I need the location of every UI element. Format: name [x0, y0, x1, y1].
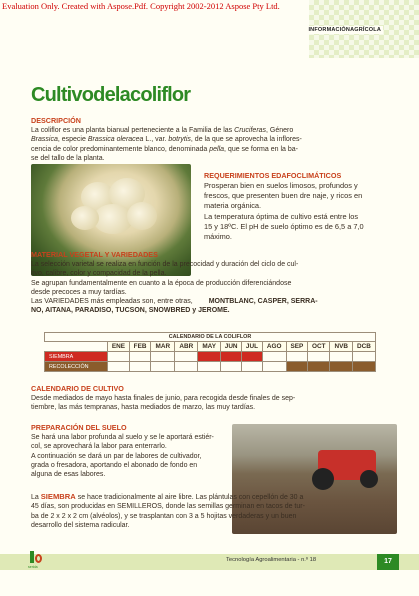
calendar-cell — [175, 352, 198, 362]
calendar-cell — [352, 362, 375, 372]
siembra-keyword: SIEMBRA — [40, 492, 76, 501]
month-header: SEP — [286, 342, 307, 352]
calendar-cell — [129, 352, 150, 362]
calendar-table — [44, 332, 376, 372]
page-number: 17 — [377, 554, 399, 570]
calendar-cell — [352, 352, 375, 362]
requerimientos-heading: REQUERIMIENTOS EDAFOCLIMÁTICOS — [204, 171, 342, 180]
page-title: Cultivodelacoliflor — [31, 84, 191, 106]
calendar-row — [45, 362, 376, 372]
calendar-cell — [286, 362, 307, 372]
calendar-cell — [242, 362, 262, 372]
month-header: ENE — [108, 342, 130, 352]
descripcion-line-2: Brassica, especie Brassica oleracea L., var. botrytis, de la que se aprovecha la inflores- — [31, 136, 302, 144]
preparacion-heading: PREPARACIÓN DEL SUELO — [31, 423, 127, 432]
month-header: NVB — [330, 342, 352, 352]
serida-logo: serida — [30, 551, 44, 571]
calendar-row-label: SIEMBRA — [45, 352, 108, 362]
month-header: JUL — [242, 342, 262, 352]
descripcion-line-3: cencia de color predominantemente blanco, denominada pella, que se forma en la ba- — [31, 145, 298, 153]
calendar-cell — [175, 362, 198, 372]
month-header: AGO — [262, 342, 286, 352]
month-header: FEB — [129, 342, 150, 352]
descripcion-line-1: La coliflor es una planta bianual perteneciente a la Familia de las Cruciferas, Género — [31, 127, 294, 134]
variedades-line: Las VARIEDADES más empleadas son, entre otras, MONTBLANC, CASPER, SERRA- — [31, 298, 318, 306]
preparacion-text: Se hará una labor profunda al suelo y se le aportará estiér- col, se aprovechará la labor para enterrarlo. A continuación se dará un par de labores de cultivador, grada o fresadora, aportando el abonado de fondo en alguna de esas labores. — [31, 434, 214, 479]
section-label: INFORMACIÓNAGRÍCOLA — [308, 27, 381, 33]
descripcion-text — [31, 126, 381, 163]
calendar-cell — [308, 352, 330, 362]
watermark-text: Evaluation Only. Created with Aspose.Pdf. Copyright 2002-2012 Aspose Pty Ltd. — [2, 1, 280, 11]
month-header: DCB — [352, 342, 375, 352]
month-header: ABR — [175, 342, 198, 352]
month-header: MAY — [198, 342, 221, 352]
calendar-cell — [151, 362, 175, 372]
month-header: OCT — [308, 342, 330, 352]
requerimientos-text: Prosperan bien en suelos limosos, profundos y frescos, que presenten buen dre naje, y ricos en materia orgánica. La temperatura óptima de cultivo está entre los 15 y 18ºC. El pH de suelo óptimo es de 6,5 a 7,0 máximo. — [204, 181, 364, 242]
calendar-cell — [108, 352, 130, 362]
calendar-cell — [330, 362, 352, 372]
calendar-cell — [198, 352, 221, 362]
material-heading: MATERIAL VEGETAL Y VARIEDADES — [31, 250, 158, 259]
month-header: JUN — [220, 342, 241, 352]
calendar-cell — [262, 352, 286, 362]
calendar-row — [45, 352, 376, 362]
calendar-cell — [151, 352, 175, 362]
descripcion-heading: DESCRIPCIÓN — [31, 116, 81, 125]
calendar-cell — [286, 352, 307, 362]
siembra-text: La SIEMBRA se hace tradicionalmente al aire libre. Las plántulas con cepellón de 30 a 45 días, son producidas en SEMILLEROS, donde las semillas germinan en tacos de tur- ba de 2 x 2 x 2 cm (alvéolos), y se trasplantan con 3 a 5 hojitas verdaderas y un buen desarrollo del sistema radicular. — [31, 492, 305, 529]
publication-name: Tecnología Agroalimentaria - n.º 18 — [226, 557, 317, 563]
calendar-caption: CALENDARIO DE LA COLIFLOR — [45, 333, 376, 342]
calendar-cell — [129, 362, 150, 372]
footer-band — [0, 554, 419, 570]
calendar-cell — [108, 362, 130, 372]
calendar-cell — [198, 362, 221, 372]
calendario-heading: CALENDARIO DE CULTIVO — [31, 384, 124, 393]
calendario-text: Desde mediados de mayo hasta finales de junio, para recogida desde finales de sep- tiembre, las más tempranas, hasta mediados de marzo, las muy tardías. — [31, 395, 296, 412]
calendar-cell — [220, 362, 241, 372]
month-header: MAR — [151, 342, 175, 352]
material-text: La selección varietal se realiza en función de la precocidad y duración del ciclo de cul- tivo, calibre, color y compacidad de la pella. Se agrupan fundamentalmente en cuanto a la época de producción diferenciándose desde precoces a muy tardías. Las VARIEDADES más empleadas son, entre otras, MONTBLANC, CASPER, SERRA- NO, AITANA, PARADISO, TUCSON, SNOWBRED y JEROME. — [31, 260, 381, 316]
calendar-cell — [242, 352, 262, 362]
calendar-row-label: RECOLECCIÓN — [45, 362, 108, 372]
calendar-cell — [330, 352, 352, 362]
calendar-cell — [308, 362, 330, 372]
calendar-cell — [262, 362, 286, 372]
calendar-cell — [220, 352, 241, 362]
descripcion-line-4: se del tallo de la planta. — [31, 154, 105, 162]
calendar-corner — [45, 342, 108, 352]
